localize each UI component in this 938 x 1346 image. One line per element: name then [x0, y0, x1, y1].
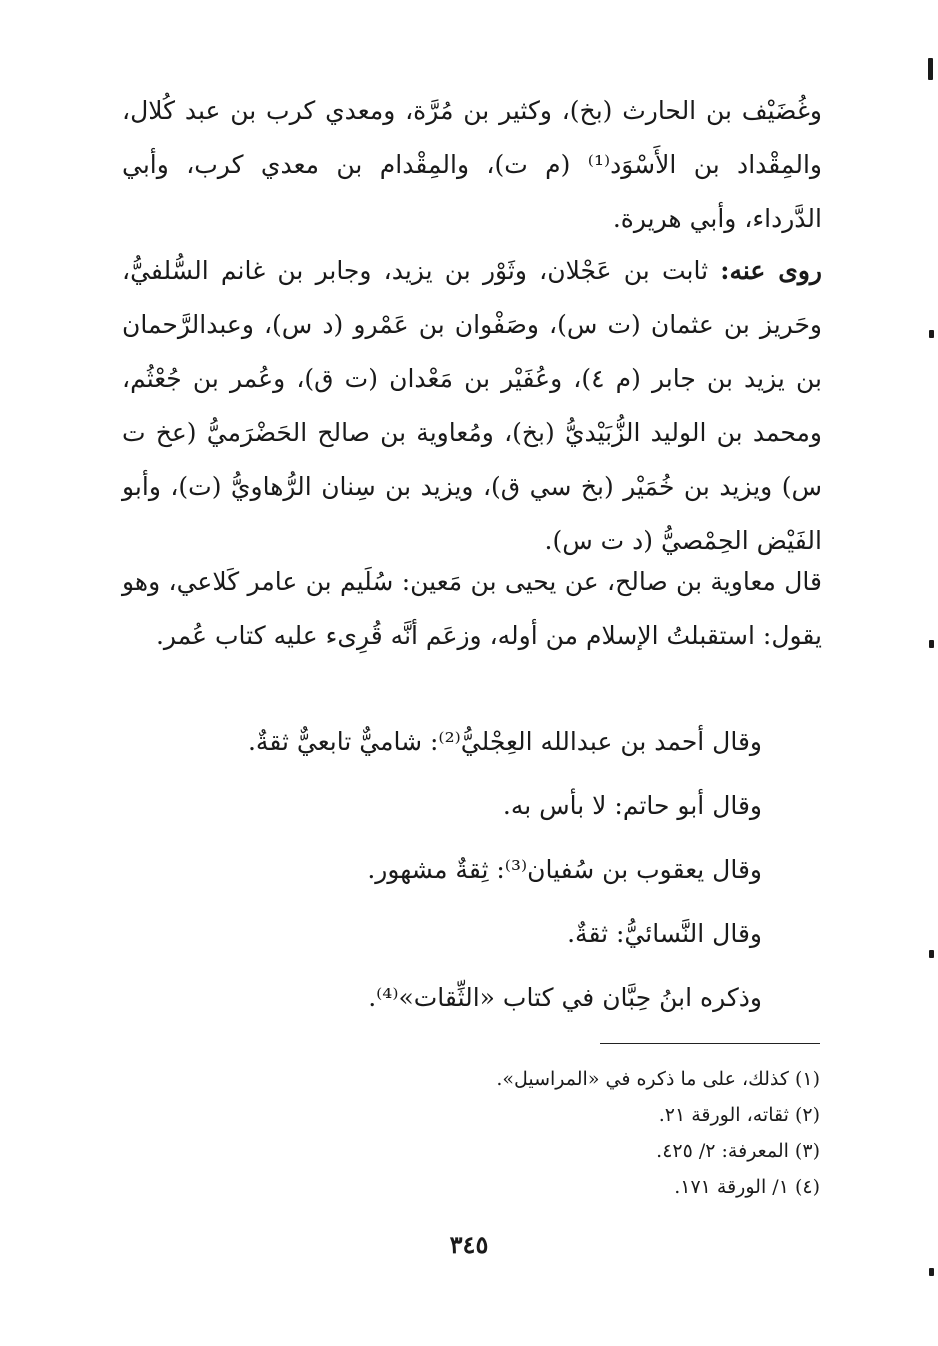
section-lead: روى عنه:: [720, 256, 822, 285]
scan-edge-mark: [929, 330, 934, 338]
footnote: (٤) ١/ الورقة ١٧١.: [674, 1176, 820, 1198]
paragraph-text: قال معاوية بن صالح، عن يحيى بن مَعين: سُلَيم بن عامر كَلاعي، وهو يقول: استقبلتُ الإسلام من أوله، وزعَم أنَّه قُرِىء عليه كتاب عُمر.: [122, 567, 822, 650]
page-number: ٣٤٥: [449, 1230, 489, 1259]
paragraph-text: وغُضَيْف بن الحارث (بخ)، وكثير بن مُرَّة، ومعدي كرب بن عبد كُلال، والمِقْداد بن الأَسْوَد⁽¹⁾ (م ت)، والمِقْدام بن معدي كرب، وأبي الدَّرداء، وأبي هريرة.: [122, 96, 822, 233]
paragraph-narrators-to: [122, 244, 822, 568]
paragraph-text: [122, 244, 822, 568]
footnote: (٢) ثقاته، الورقة ٢١.: [658, 1104, 820, 1126]
statement-line: وقال النَّسائيُّ: ثقةٌ.: [567, 919, 762, 948]
statement-line: وقال أحمد بن عبدالله العِجْليُّ⁽²⁾: شاميٌّ تابعيٌّ ثقةٌ.: [247, 727, 762, 756]
paragraph-body: ثابت بن عَجْلان، وثَوْر بن يزيد، وجابر بن غانم السُّلفيُّ، وحَريز بن عثمان (ت س)، وصَفْوان بن عَمْرو (د س)، وعبدالرَّحمان بن يزيد بن جابر (م ٤)، وعُفَيْر بن مَعْدان (ت ق)، وعُمر بن جُعْثُم، ومحمد بن الوليد الزُّبَيْديُّ (بخ)، ومُعاوية بن صالح الحَضْرَميُّ (عخ ت س) ويزيد بن خُمَيْر (بخ سي ق)، ويزيد بن سِنان الرُّهاويُّ (ت)، وأبو الفَيْض الحِمْصيُّ (د ت س).: [122, 256, 822, 555]
statement-line: وذكره ابنُ حِبَّان في كتاب «الثِّقات»⁽⁴⁾.: [368, 983, 762, 1012]
paragraph-quote: [122, 555, 822, 663]
scan-edge-mark: [929, 640, 934, 648]
paragraph-narrators-from: [122, 84, 822, 246]
footnotes: [300, 1061, 820, 1205]
scan-edge-mark: [929, 950, 934, 958]
footnote: (٣) المعرفة: ٢/ ٤٢٥.: [656, 1140, 820, 1162]
footnote: (١) كذلك، على ما ذكره في «المراسيل».: [496, 1068, 820, 1090]
scholar-statements: [122, 710, 762, 1030]
statement-line: وقال أبو حاتم: لا بأس به.: [502, 791, 762, 820]
statement-line: وقال يعقوب بن سُفيان⁽³⁾: ثِقةٌ مشهور.: [367, 855, 762, 884]
scan-edge-mark: [928, 58, 933, 80]
footnote-divider: [600, 1043, 820, 1044]
scan-edge-mark: [929, 1268, 934, 1276]
